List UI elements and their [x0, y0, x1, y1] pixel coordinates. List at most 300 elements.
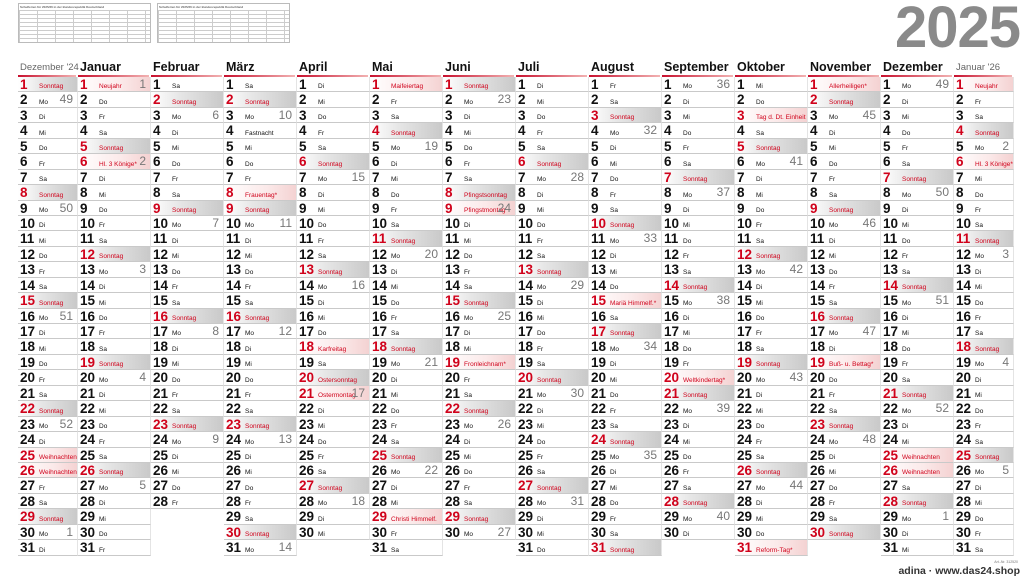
day-number: 24: [80, 432, 96, 448]
day-number: 13: [956, 262, 972, 278]
day-label: Sa: [975, 114, 983, 122]
day-label: Pfingstsonntag: [464, 191, 508, 199]
day-number: 13: [153, 262, 169, 278]
day-cell: [808, 401, 881, 416]
day-number: 13: [591, 262, 607, 278]
day-number: 21: [80, 385, 96, 401]
day-cell: [516, 463, 589, 478]
day-label: Sa: [683, 484, 691, 492]
month-header: Januar: [78, 60, 151, 77]
day-label: Sonntag: [610, 330, 635, 338]
day-cell: [516, 231, 589, 246]
day-number: 9: [591, 200, 599, 216]
day-number: 18: [956, 339, 972, 355]
day-label: Mi: [245, 469, 252, 477]
day-label: Do: [975, 299, 984, 307]
day-label: Sa: [39, 176, 47, 184]
day-number: 24: [372, 432, 388, 448]
day-label: Sa: [975, 438, 983, 446]
day-cell: [662, 525, 735, 540]
day-label: Mi: [756, 191, 763, 199]
day-label: Mi: [99, 515, 106, 523]
day-label: Mi: [172, 145, 179, 153]
day-label: Sa: [902, 484, 910, 492]
day-label: Do: [99, 315, 108, 322]
day-number: 31: [591, 540, 607, 556]
day-cell: [662, 231, 735, 246]
day-number: 15: [226, 293, 242, 309]
day-cell: [224, 185, 297, 200]
day-cell: [443, 463, 516, 478]
day-label: Allerheiligen*: [829, 83, 867, 91]
day-number: 2: [664, 92, 672, 108]
day-label: Di: [829, 237, 836, 245]
day-number: 5: [737, 138, 745, 154]
day-cell: [370, 324, 443, 339]
day-number: 15: [20, 293, 36, 309]
day-number: 11: [153, 231, 168, 247]
day-cell: [954, 278, 1014, 293]
day-cell: [735, 278, 808, 293]
day-label: Mo: [318, 500, 328, 508]
day-cell: [443, 525, 516, 540]
day-cell: [370, 448, 443, 463]
day-number: 7: [226, 169, 234, 185]
day-label: Di: [391, 268, 398, 276]
day-cell: [516, 432, 589, 447]
week-number: 5: [1002, 462, 1009, 477]
day-number: 20: [956, 370, 972, 386]
week-number: 9: [212, 432, 219, 447]
day-cell: [954, 92, 1014, 107]
day-number: 14: [810, 277, 826, 293]
day-label: Sa: [902, 376, 910, 384]
day-cell: [954, 309, 1014, 324]
day-cell: [78, 262, 151, 277]
day-label: Do: [39, 361, 48, 369]
day-cell: [297, 77, 370, 92]
week-number: 25: [497, 308, 511, 323]
day-label: Mi: [829, 469, 836, 477]
day-number: 20: [737, 370, 753, 386]
day-number: 21: [445, 385, 461, 401]
day-cell: [443, 247, 516, 262]
day-cell: [151, 293, 224, 308]
day-label: Sa: [975, 222, 983, 230]
day-cell: [808, 494, 881, 509]
day-label: Mo: [829, 330, 839, 338]
day-number: 20: [299, 370, 315, 386]
day-label: Mo: [756, 160, 766, 168]
week-number: 52: [59, 416, 73, 431]
day-label: Mo: [902, 299, 912, 307]
day-number: 13: [226, 262, 242, 278]
day-cell: [662, 278, 735, 293]
day-label: Sonntag: [464, 407, 489, 415]
day-cell: [297, 216, 370, 231]
day-cell: [589, 77, 662, 92]
month-column: [370, 60, 443, 556]
day-label: Do: [829, 484, 838, 492]
day-cell: [516, 139, 589, 154]
day-label: Ostersonntag: [318, 376, 358, 384]
day-number: 21: [737, 385, 753, 401]
day-cell: [954, 448, 1014, 463]
day-number: 24: [299, 432, 315, 448]
day-label: Sonntag: [537, 484, 562, 492]
day-label: Do: [537, 330, 546, 338]
day-number: 10: [299, 215, 315, 231]
day-number: 25: [372, 447, 388, 463]
day-cell: [662, 463, 735, 478]
day-label: Di: [99, 284, 106, 292]
day-number: 24: [518, 432, 534, 448]
day-label: Do: [172, 376, 181, 384]
day-cell: [78, 231, 151, 246]
day-number: 25: [956, 447, 972, 463]
day-cell: [516, 123, 589, 138]
day-label: Sonntag: [756, 145, 781, 153]
week-number: 50: [59, 200, 73, 215]
day-label: Sonntag: [610, 438, 635, 446]
day-cell: [516, 185, 589, 200]
week-number: 1: [139, 77, 146, 91]
day-label: Do: [902, 237, 911, 245]
day-number: 15: [153, 293, 169, 309]
day-label: Mi: [464, 237, 471, 245]
day-label: Mo: [756, 484, 766, 492]
day-cell: [370, 77, 443, 92]
day-number: 21: [372, 385, 388, 401]
day-cell: [297, 448, 370, 463]
day-cell: [589, 123, 662, 138]
month-column: [808, 60, 881, 556]
day-number: 18: [372, 339, 388, 355]
day-cell: [735, 401, 808, 416]
day-cell: [18, 386, 78, 401]
day-cell: [808, 355, 881, 370]
day-cell: [297, 247, 370, 262]
day-number: 1: [226, 77, 234, 92]
day-cell: [18, 494, 78, 509]
day-cell: [443, 77, 516, 92]
day-number: 28: [372, 493, 388, 509]
day-number: 21: [153, 385, 169, 401]
day-cell: [297, 324, 370, 339]
day-label: Fr: [902, 253, 909, 261]
day-cell: [954, 432, 1014, 447]
week-number: 17: [351, 385, 365, 400]
day-cell: [297, 185, 370, 200]
day-number: 4: [226, 123, 234, 139]
day-cell: [78, 139, 151, 154]
day-number: 18: [737, 339, 753, 355]
day-label: Sa: [756, 345, 764, 353]
day-cell: [78, 401, 151, 416]
day-cell: [735, 185, 808, 200]
day-number: 17: [810, 324, 826, 339]
day-number: 9: [299, 200, 307, 216]
day-label: Di: [975, 376, 982, 384]
day-number: 11: [299, 231, 314, 247]
day-label: Frauentag*: [245, 191, 278, 199]
day-cell: [954, 293, 1014, 308]
month-column: [151, 60, 224, 556]
day-number: 15: [372, 293, 388, 309]
day-number: 19: [372, 354, 388, 370]
day-number: 30: [299, 524, 315, 540]
day-number: 12: [737, 246, 753, 262]
day-number: 12: [664, 246, 680, 262]
day-label: Mi: [245, 361, 252, 369]
day-cell: [735, 432, 808, 447]
day-label: Do: [99, 423, 108, 431]
day-number: 29: [883, 509, 899, 525]
day-cell: [224, 494, 297, 509]
day-cell: [735, 509, 808, 524]
day-number: 3: [664, 107, 672, 123]
day-number: 18: [883, 339, 899, 355]
day-label: Mi: [172, 469, 179, 477]
day-number: 6: [883, 154, 891, 170]
day-cell: [151, 216, 224, 231]
day-cell: [18, 123, 78, 138]
day-label: Do: [975, 407, 984, 415]
day-label: Sonntag: [318, 484, 343, 492]
day-number: 4: [80, 123, 88, 139]
day-cell: [589, 216, 662, 231]
day-label: Fr: [610, 83, 617, 91]
day-cell: [78, 339, 151, 354]
day-label: Sa: [99, 129, 107, 137]
day-number: 5: [956, 138, 964, 154]
day-cell: [443, 324, 516, 339]
day-label: Mi: [683, 222, 690, 230]
day-cell: [224, 478, 297, 493]
day-number: 17: [20, 324, 36, 339]
day-label: Fr: [318, 129, 325, 137]
day-cell: [662, 92, 735, 107]
day-label: Do: [610, 176, 619, 184]
day-label: Fr: [99, 114, 106, 122]
day-cell: [78, 216, 151, 231]
day-label: Fr: [245, 392, 252, 400]
day-label: Sonntag: [537, 376, 562, 384]
day-number: 29: [591, 509, 607, 525]
day-cell: [881, 247, 954, 262]
day-cell: [735, 309, 808, 324]
month-column: [735, 60, 808, 556]
day-label: Fr: [829, 176, 836, 184]
day-number: 8: [80, 185, 88, 201]
day-label: Sa: [902, 268, 910, 276]
day-cell: [808, 201, 881, 216]
day-number: 30: [737, 524, 753, 540]
day-number: 1: [153, 77, 161, 92]
day-cell: [370, 478, 443, 493]
day-label: Sonntag: [99, 253, 124, 261]
day-number: 4: [810, 123, 818, 139]
day-label: Do: [99, 98, 108, 106]
day-label: Sa: [537, 145, 545, 153]
day-label: Sonntag: [975, 345, 1000, 353]
day-label: Mo: [537, 176, 547, 184]
day-label: Mo: [39, 423, 49, 431]
day-label: Fr: [902, 361, 909, 369]
day-cell: [589, 494, 662, 509]
day-cell: [516, 201, 589, 216]
day-cell: [224, 339, 297, 354]
day-cell: [589, 401, 662, 416]
day-cell: [443, 231, 516, 246]
day-cell: [589, 154, 662, 169]
day-label: Sa: [99, 345, 107, 353]
day-cell: [78, 123, 151, 138]
day-cell: [954, 185, 1014, 200]
week-number: 24: [497, 200, 511, 215]
day-number: 30: [883, 524, 899, 540]
day-label: Di: [172, 345, 179, 353]
day-cell: [370, 417, 443, 432]
day-cell: [151, 339, 224, 354]
day-cell: [808, 370, 881, 385]
day-label: Di: [683, 315, 690, 322]
day-number: 15: [591, 293, 607, 309]
day-number: 20: [810, 370, 826, 386]
day-label: Fr: [902, 145, 909, 153]
day-label: Mo: [683, 299, 693, 307]
day-label: Sa: [829, 191, 837, 199]
day-number: 10: [664, 215, 680, 231]
day-number: 21: [883, 385, 899, 401]
day-label: Do: [902, 345, 911, 353]
day-cell: [224, 417, 297, 432]
day-number: 1: [20, 77, 28, 92]
day-number: 26: [153, 462, 169, 478]
day-cell: [808, 262, 881, 277]
day-label: Do: [245, 268, 254, 276]
day-label: Di: [537, 407, 544, 415]
day-cell: [151, 432, 224, 447]
day-number: 9: [737, 200, 745, 216]
day-label: Mo: [610, 453, 620, 461]
day-number: 26: [956, 462, 972, 478]
day-number: 10: [956, 215, 972, 231]
day-number: 1: [883, 77, 891, 92]
day-label: Sa: [610, 423, 618, 431]
day-label: Mo: [464, 531, 474, 539]
day-number: 6: [80, 154, 88, 170]
day-number: 30: [372, 524, 388, 540]
week-number: 19: [424, 138, 438, 153]
day-cell: [224, 509, 297, 524]
day-label: Reform-Tag*: [756, 546, 793, 554]
day-cell: [78, 525, 151, 540]
day-cell: [881, 185, 954, 200]
day-cell: [735, 108, 808, 123]
day-number: 7: [810, 169, 818, 185]
day-cell: [808, 123, 881, 138]
day-cell: [78, 92, 151, 107]
month-column: [443, 60, 516, 556]
day-label: Fr: [39, 376, 46, 384]
week-number: 39: [716, 401, 730, 416]
day-label: Mi: [537, 315, 544, 322]
day-number: 14: [956, 277, 972, 293]
day-label: Mo: [464, 315, 474, 322]
day-cell: [881, 324, 954, 339]
day-label: Fr: [756, 222, 763, 230]
month-column: [18, 60, 78, 556]
day-label: Mi: [537, 423, 544, 431]
day-cell: [443, 432, 516, 447]
day-label: Fr: [39, 160, 46, 168]
day-cell: [18, 370, 78, 385]
day-label: Di: [39, 222, 46, 230]
day-label: Sonntag: [683, 284, 708, 292]
day-cell: [224, 92, 297, 107]
day-label: Sa: [318, 361, 326, 369]
day-number: 2: [518, 92, 526, 108]
day-cell: [881, 92, 954, 107]
day-number: 25: [153, 447, 169, 463]
day-label: Karfreitag: [318, 345, 347, 353]
day-label: Di: [39, 114, 46, 122]
day-number: 11: [810, 231, 825, 247]
day-number: 6: [372, 154, 380, 170]
day-cell: [78, 170, 151, 185]
day-number: 20: [591, 370, 607, 386]
holiday-table-right: [157, 3, 290, 43]
day-cell: [735, 324, 808, 339]
day-label: Mi: [975, 284, 982, 292]
day-number: 9: [956, 200, 964, 216]
day-label: Sa: [391, 330, 399, 338]
day-number: 26: [810, 462, 826, 478]
day-number: 21: [299, 385, 315, 401]
week-number: 27: [497, 524, 511, 539]
day-label: Do: [391, 407, 400, 415]
day-cell: [297, 154, 370, 169]
day-cell: [954, 370, 1014, 385]
day-number: 5: [226, 138, 234, 154]
day-cell: [881, 339, 954, 354]
week-number: 35: [643, 447, 657, 462]
day-label: Weihnachten: [902, 453, 940, 461]
day-cell: [370, 262, 443, 277]
day-cell: [297, 278, 370, 293]
day-cell: [18, 185, 78, 200]
day-label: Weihnachten: [39, 469, 77, 477]
day-number: 25: [883, 447, 899, 463]
day-number: 8: [883, 185, 891, 201]
day-number: 2: [299, 92, 307, 108]
day-cell: [18, 139, 78, 154]
day-label: Sa: [464, 284, 472, 292]
day-label: Sonntag: [756, 469, 781, 477]
day-number: 29: [372, 509, 388, 525]
day-number: 12: [883, 246, 899, 262]
day-cell: [808, 339, 881, 354]
day-number: 18: [591, 339, 607, 355]
day-number: 17: [591, 324, 607, 339]
week-number: 20: [424, 246, 438, 261]
day-label: Fr: [172, 392, 179, 400]
day-label: Di: [829, 129, 836, 137]
day-label: Sonntag: [902, 392, 927, 400]
day-number: 11: [664, 231, 679, 247]
day-number: 22: [518, 401, 534, 417]
